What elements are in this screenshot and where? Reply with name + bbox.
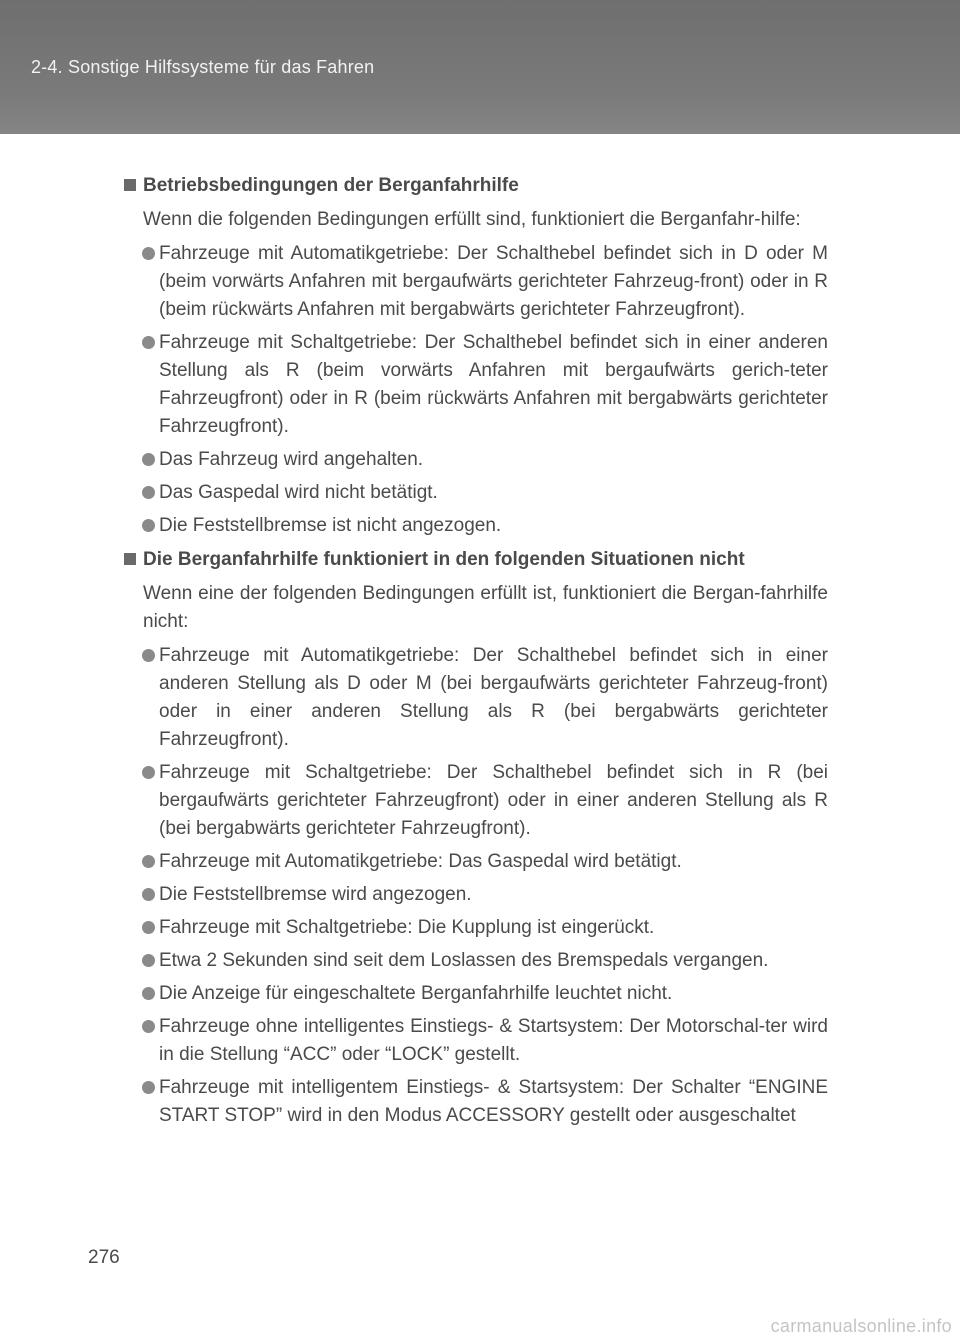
section-intro: Wenn die folgenden Bedingungen erfüllt sind, funktioniert die Berganfahr-hilfe: xyxy=(143,209,801,230)
circle-bullet-icon xyxy=(142,453,155,466)
circle-bullet-icon xyxy=(142,1081,155,1094)
list-item: Das Gaspedal wird nicht betätigt. xyxy=(122,479,828,507)
list-item: Fahrzeuge mit Schaltgetriebe: Die Kupplung ist eingerückt. xyxy=(122,914,828,942)
section-title: 2-4. Sonstige Hilfssysteme für das Fahren xyxy=(31,57,375,77)
page-number: 276 xyxy=(88,1247,120,1268)
list-item: Die Feststellbremse wird angezogen. xyxy=(122,881,828,909)
circle-bullet-icon xyxy=(142,888,155,901)
circle-bullet-icon xyxy=(142,855,155,868)
page-content xyxy=(122,172,828,1136)
circle-bullet-icon xyxy=(142,766,155,779)
list-item: Fahrzeuge ohne intelligentes Einstiegs- & Startsystem: Der Motorschal-ter wird in die Stellung “ACC” oder “LOCK” gestellt. xyxy=(122,1013,828,1069)
circle-bullet-icon xyxy=(142,1020,155,1033)
list-item: Fahrzeuge mit Automatikgetriebe: Das Gaspedal wird betätigt. xyxy=(122,848,828,876)
circle-bullet-icon xyxy=(142,336,155,349)
watermark-link[interactable]: carmanualsonline.info xyxy=(770,1316,952,1336)
list-item: Die Anzeige für eingeschaltete Berganfahrhilfe leuchtet nicht. xyxy=(122,980,828,1008)
circle-bullet-icon xyxy=(142,486,155,499)
section-intro: Wenn eine der folgenden Bedingungen erfüllt ist, funktioniert die Bergan-fahrhilfe nicht: xyxy=(143,583,828,632)
bullet-list xyxy=(122,642,828,1130)
list-item: Fahrzeuge mit Schaltgetriebe: Der Schalthebel befindet sich in R (bei bergaufwärts gerichteter Fahrzeugfront) oder in einer anderen Stellung als R (bei bergabwärts gerichteter Fahrzeugfront). xyxy=(122,759,828,843)
list-item: Fahrzeuge mit Schaltgetriebe: Der Schalthebel befindet sich in einer anderen Stellung als R (beim vorwärts Anfahren mit bergaufwärts gerich-teter Fahrzeugfront) oder in R (beim rückwärts Anfahren mit bergabwärts gerichteter Fahrzeugfront). xyxy=(122,329,828,441)
bullet-list xyxy=(122,240,828,540)
list-item: Das Fahrzeug wird angehalten. xyxy=(122,446,828,474)
section-heading-text: Die Berganfahrhilfe funktioniert in den folgenden Situationen nicht xyxy=(143,549,745,570)
list-item: Etwa 2 Sekunden sind seit dem Loslassen des Bremspedals vergangen. xyxy=(122,947,828,975)
list-item: Fahrzeuge mit Automatikgetriebe: Der Schalthebel befindet sich in D oder M (beim vorwärts Anfahren mit bergaufwärts gerichteter Fahrzeug-front) oder in R (beim rückwärts Anfahren mit bergabwärts gerichteter Fahrzeugfront). xyxy=(122,240,828,324)
section-heading-text: Betriebsbedingungen der Berganfahrhilfe xyxy=(143,175,519,196)
circle-bullet-icon xyxy=(142,954,155,967)
list-item: Fahrzeuge mit Automatikgetriebe: Der Schalthebel befindet sich in einer anderen Stellung als D oder M (bei bergaufwärts gerichteter Fahrzeug-front) oder in einer anderen Stellung als R (bei bergabwärts gerichteter Fahrzeugfront). xyxy=(122,642,828,754)
circle-bullet-icon xyxy=(142,247,155,260)
circle-bullet-icon xyxy=(142,987,155,1000)
header-bar xyxy=(0,0,960,134)
list-item: Fahrzeuge mit intelligentem Einstiegs- & Startsystem: Der Schalter “ENGINE START STOP” wird in den Modus ACCESSORY gestellt oder ausgeschaltet xyxy=(122,1074,828,1130)
circle-bullet-icon xyxy=(142,649,155,662)
list-item: Die Feststellbremse ist nicht angezogen. xyxy=(122,512,828,540)
square-bullet-icon xyxy=(124,553,136,565)
section-heading xyxy=(124,172,828,200)
circle-bullet-icon xyxy=(142,921,155,934)
section-heading xyxy=(124,546,828,574)
square-bullet-icon xyxy=(124,179,136,191)
circle-bullet-icon xyxy=(142,519,155,532)
